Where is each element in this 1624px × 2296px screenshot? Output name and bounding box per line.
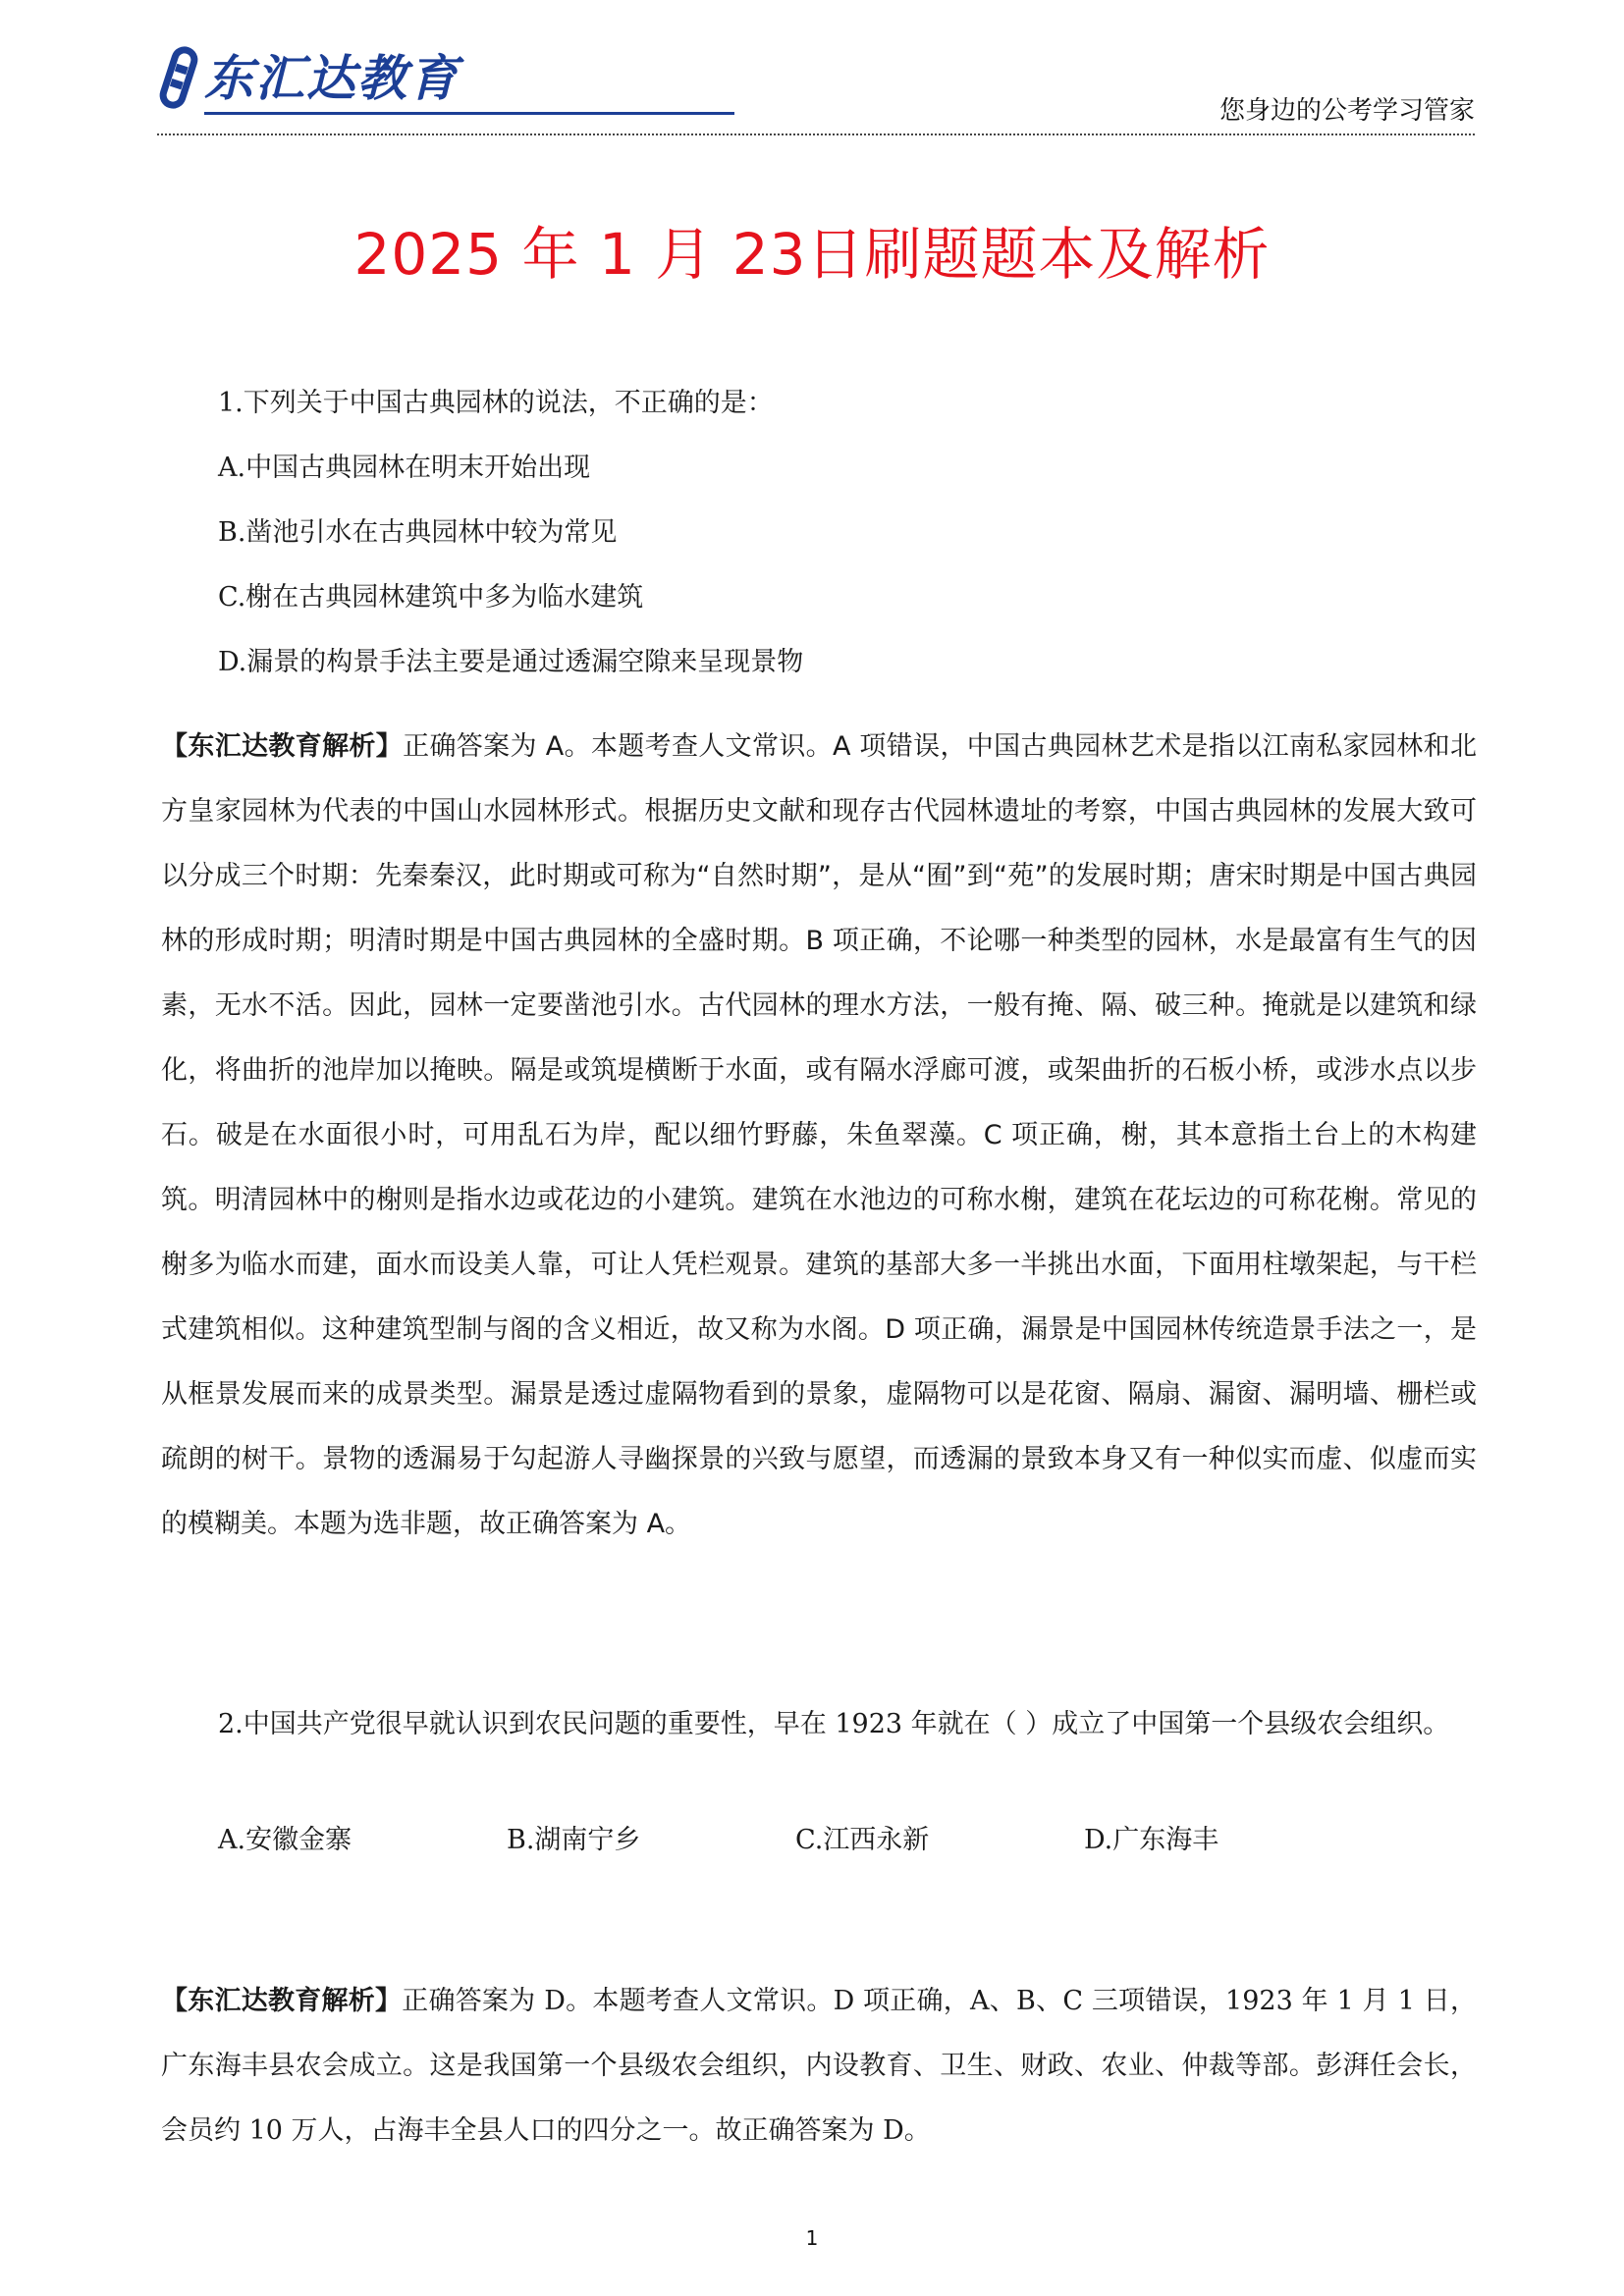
question-1-stem: 1.下列关于中国古典园林的说法，不正确的是：	[218, 388, 774, 418]
question-2-analysis	[161, 1969, 1477, 2163]
header-slogan: 您身边的公考学习管家	[1218, 96, 1475, 126]
question-1-analysis	[161, 715, 1477, 1557]
question-1-option-d: D.漏景的构景手法主要是通过透漏空隙来呈现景物	[218, 647, 804, 677]
question-1-option-c: C.榭在古典园林建筑中多为临水建筑	[218, 582, 644, 613]
header-divider	[157, 133, 1475, 135]
brand-logo	[157, 45, 589, 114]
logo-mark-icon	[157, 45, 202, 110]
question-2-option-a: A.安徽金寨	[218, 1825, 352, 1855]
question-2-option-b: B.湖南宁乡	[507, 1825, 641, 1855]
question-2-stem: 2.中国共产党很早就认识到农民问题的重要性，早在 1923 年就在（ ）成立了中国第一个县级农会组织。	[218, 1709, 1450, 1739]
logo-underline	[204, 112, 734, 115]
analysis-body: 正确答案为 D。本题考查人文常识。D 项正确，A、B、C 三项错误，1923 年 1 月 1 日，广东海丰县农会成立。这是我国第一个县级农会组织，内设教育、卫生、财政、农业、仲裁等部。彭湃任会长，会员约 10 万人，占海丰全县人口的四分之一。故正确答案为 D。	[161, 1986, 1477, 2146]
question-1-option-a: A.中国古典园林在明末开始出现	[218, 453, 591, 483]
analysis-tag: 【东汇达教育解析】	[161, 731, 404, 762]
question-2-option-c: C.江西永新	[795, 1825, 930, 1855]
logo-text: 东汇达教育	[204, 50, 460, 107]
analysis-body: 正确答案为 A。本题考查人文常识。A 项错误，中国古典园林艺术是指以江南私家园林和北方皇家园林为代表的中国山水园林形式。根据历史文献和现存古代园林遗址的考察，中国古典园林的发展大致可以分成三个时期：先秦秦汉，此时期或可称为“自然时期”，是从“囿”到“苑”的发展时期；唐宋时期是中国古典园林的形成时期；明清时期是中国古典园林的全盛时期。B 项正确，不论哪一种类型的园林，水是最富有生气的因素，无水不活。因此，园林一定要凿池引水。古代园林的理水方法，一般有掩、隔、破三种。掩就是以建筑和绿化，将曲折的池岸加以掩映。隔是或筑堤横断于水面，或有隔水浮廊可渡，或架曲折的石板小桥，或涉水点以步石。破是在水面很小时，可用乱石为岸，配以细竹野藤，朱鱼翠藻。C 项正确，榭，其本意指土台上的木构建筑。明清园林中的榭则是指水边或花边的小建筑。建筑在水池边的可称水榭，建筑在花坛边的可称花榭。常见的榭多为临水而建，面水而设美人靠，可让人凭栏观景。建筑的基部大多一半挑出水面，下面用柱墩架起，与干栏式建筑相似。这种建筑型制与阁的含义相近，故又称为水阁。D 项正确，漏景是中国园林传统造景手法之一，是从框景发展而来的成景类型。漏景是透过虚隔物看到的景象，虚隔物可以是花窗、隔扇、漏窗、漏明墙、栅栏或疏朗的树干。景物的透漏易于勾起游人寻幽探景的兴致与愿望，而透漏的景致本身又有一种似实而虚、似虚而实的模糊美。本题为选非题，故正确答案为 A。	[161, 731, 1478, 1539]
page-number: 1	[805, 2226, 819, 2250]
analysis-tag: 【东汇达教育解析】	[161, 1986, 403, 2016]
question-2-option-d: D.广东海丰	[1084, 1825, 1219, 1855]
page-title: 2025 年 1 月 23日刷题题本及解析	[353, 221, 1271, 288]
question-1-option-b: B.凿池引水在古典园林中较为常见	[218, 517, 618, 548]
